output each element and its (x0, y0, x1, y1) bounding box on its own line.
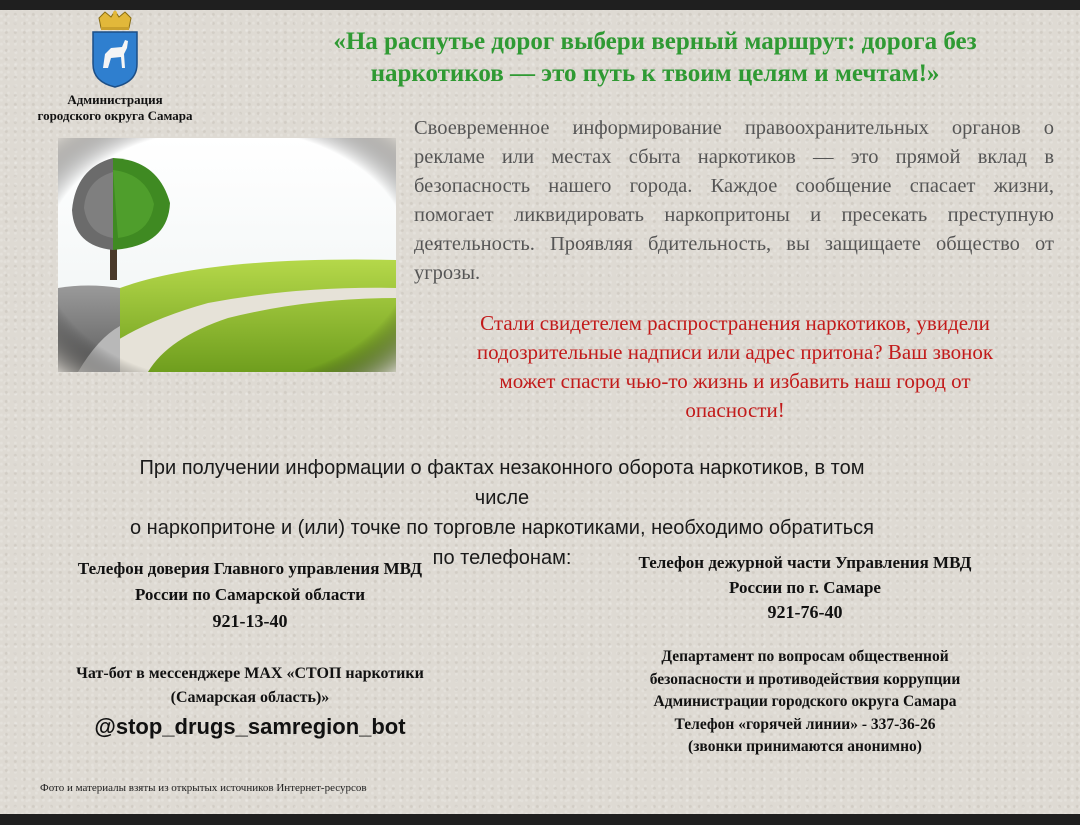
department-contact (590, 646, 1020, 759)
department-hotline[interactable]: Телефон «горячей линии» - 337-36-26 (674, 715, 936, 733)
tree-road-illustration (58, 138, 396, 372)
trust-line-contact (30, 556, 470, 634)
department-anonymous-note: (звонки принимаются анонимно) (688, 738, 922, 755)
chat-bot-handle[interactable]: @stop_drugs_samregion_bot (94, 714, 406, 739)
department-line3: Администрации городского округа Самара (653, 693, 957, 710)
duty-line-phone[interactable]: 921-76-40 (767, 602, 843, 622)
chat-bot-title1: Чат-бот в мессенджере MAX «СТОП наркотики (76, 665, 424, 682)
instruction-line2: о наркопритоне и (или) точке по торговле наркотиками, необходимо обратиться (129, 517, 875, 539)
alert-line2: подозрительные надписи или адрес притона? Ваш звонок (476, 340, 994, 364)
slogan-heading (300, 26, 1010, 90)
alert-line1: Стали свидетелем распространения наркотиков, увидели (480, 311, 990, 335)
instruction-line1: При получении информации о фактах незаконного оборота наркотиков, в том числе (139, 457, 865, 509)
chat-bot-title2: (Самарская область)» (170, 689, 330, 706)
admin-name (20, 92, 210, 124)
slogan-line1: «На распутье дорог выбери верный маршрут: дорога без (333, 28, 977, 55)
intro-paragraph: Своевременное информирование правоохранительных органов о рекламе или местах сбыта наркотиков — это прямой вклад в безопасность нашего города. Каждое сообщение спасает жизни, помогает ликвидировать наркопритоны и пресекать преступную деятельность. Проявляя бдительность, вы защищаете общество от угрозы. (414, 117, 1054, 284)
bottom-frame-bar (0, 814, 1080, 825)
alert-line4: опасности! (685, 398, 785, 422)
department-line1: Департамент по вопросам общественной (661, 648, 949, 665)
top-frame-bar (0, 0, 1080, 10)
department-line2: безопасности и противодействия коррупции (649, 670, 961, 688)
source-footnote: Фото и материалы взяты из открытых источников Интернет-ресурсов (40, 782, 367, 794)
trust-line-phone[interactable]: 921-13-40 (212, 611, 288, 631)
instruction-line3: по телефонам: (432, 547, 572, 569)
duty-line-title1: Телефон дежурной части Управления МВД (638, 553, 972, 572)
admin-name-line1: Администрация (67, 92, 163, 107)
admin-name-line2: городского округа Самара (37, 108, 193, 123)
chat-bot-contact (20, 662, 480, 744)
trust-line-title2: России по Самарской области (134, 585, 366, 604)
trust-line-title1: Телефон доверия Главного управления МВД (77, 559, 423, 578)
logo-block (20, 10, 210, 124)
alert-paragraph (420, 309, 1050, 425)
duty-line-contact (590, 550, 1020, 625)
slogan-line2: наркотиков — это путь к твоим целям и мечтам!» (370, 60, 940, 87)
samara-coat-of-arms-icon (89, 10, 141, 88)
duty-line-title2: России по г. Самаре (729, 578, 881, 597)
alert-line3: может спасти чью-то жизнь и избавить наш город от (499, 369, 971, 393)
